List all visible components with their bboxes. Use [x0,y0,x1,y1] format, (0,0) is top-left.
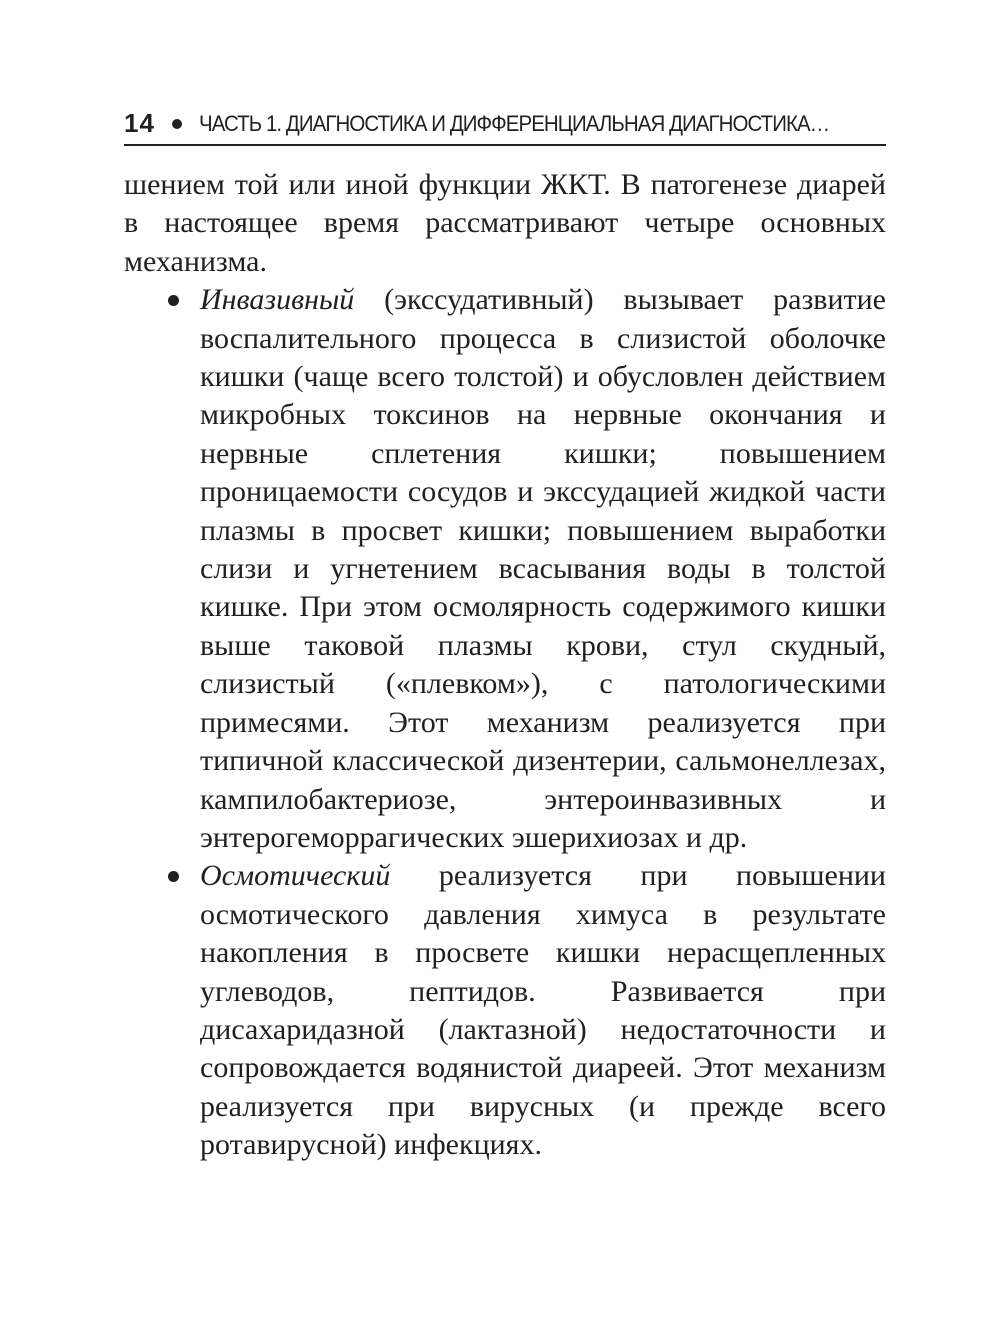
page-body [124,166,886,1165]
term-osmotic: Осмотический [200,859,391,893]
term-invasive: Инвазивный [200,283,355,317]
intro-paragraph: шением той или иной функции ЖКТ. В патогенезе диарей в настоящее время рассматривают четыре основных механизма. [124,168,886,278]
item-text-invasive: (экссудативный) вызывает развитие воспалительного процесса в слизистой оболочке кишки (чаще всего толстой) и обусловлен действием микробных токсинов на нервные окончания и нервные сплетения кишки; повышением проницаемости сосудов и экссудацией жидкой части плазмы в просвет кишки; повышением выработки слизи и угнетением всасывания воды в толстой кишке. При этом осмолярность содержимого кишки выше таковой плазмы крови, стул скудный, слизистый («плевком»), с патологическими примесями. Этот механизм реализуется при типичной классической дизентерии, сальмонеллезах, кампилобактериозе, энтероинвазивных и энтерогеморрагических эшерихиозах и др. [200,283,886,854]
running-title: ЧАСТЬ 1. ДИАГНОСТИКА И ДИФФЕРЕНЦИАЛЬНАЯ ДИАГНОСТИКА… [199,111,830,136]
page-number: 14 [124,108,155,138]
list-item-invasive [124,281,886,857]
mechanism-list [124,281,886,1164]
running-header [124,100,886,146]
list-item-osmotic [124,857,886,1164]
bullet-icon [168,871,179,882]
bullet-icon [168,295,179,306]
item-text-osmotic: реализуется при повышении осмотического давления химуса в результате накопления в просвете кишки нерасщепленных углеводов, пептидов. Развивается при дисахаридазной (лактазной) недостаточности и сопровождается водянистой диареей. Этот механизм реализуется при вирусных (и прежде всего ротавирусной) инфекциях. [200,859,886,1162]
bullet-icon [172,119,182,129]
